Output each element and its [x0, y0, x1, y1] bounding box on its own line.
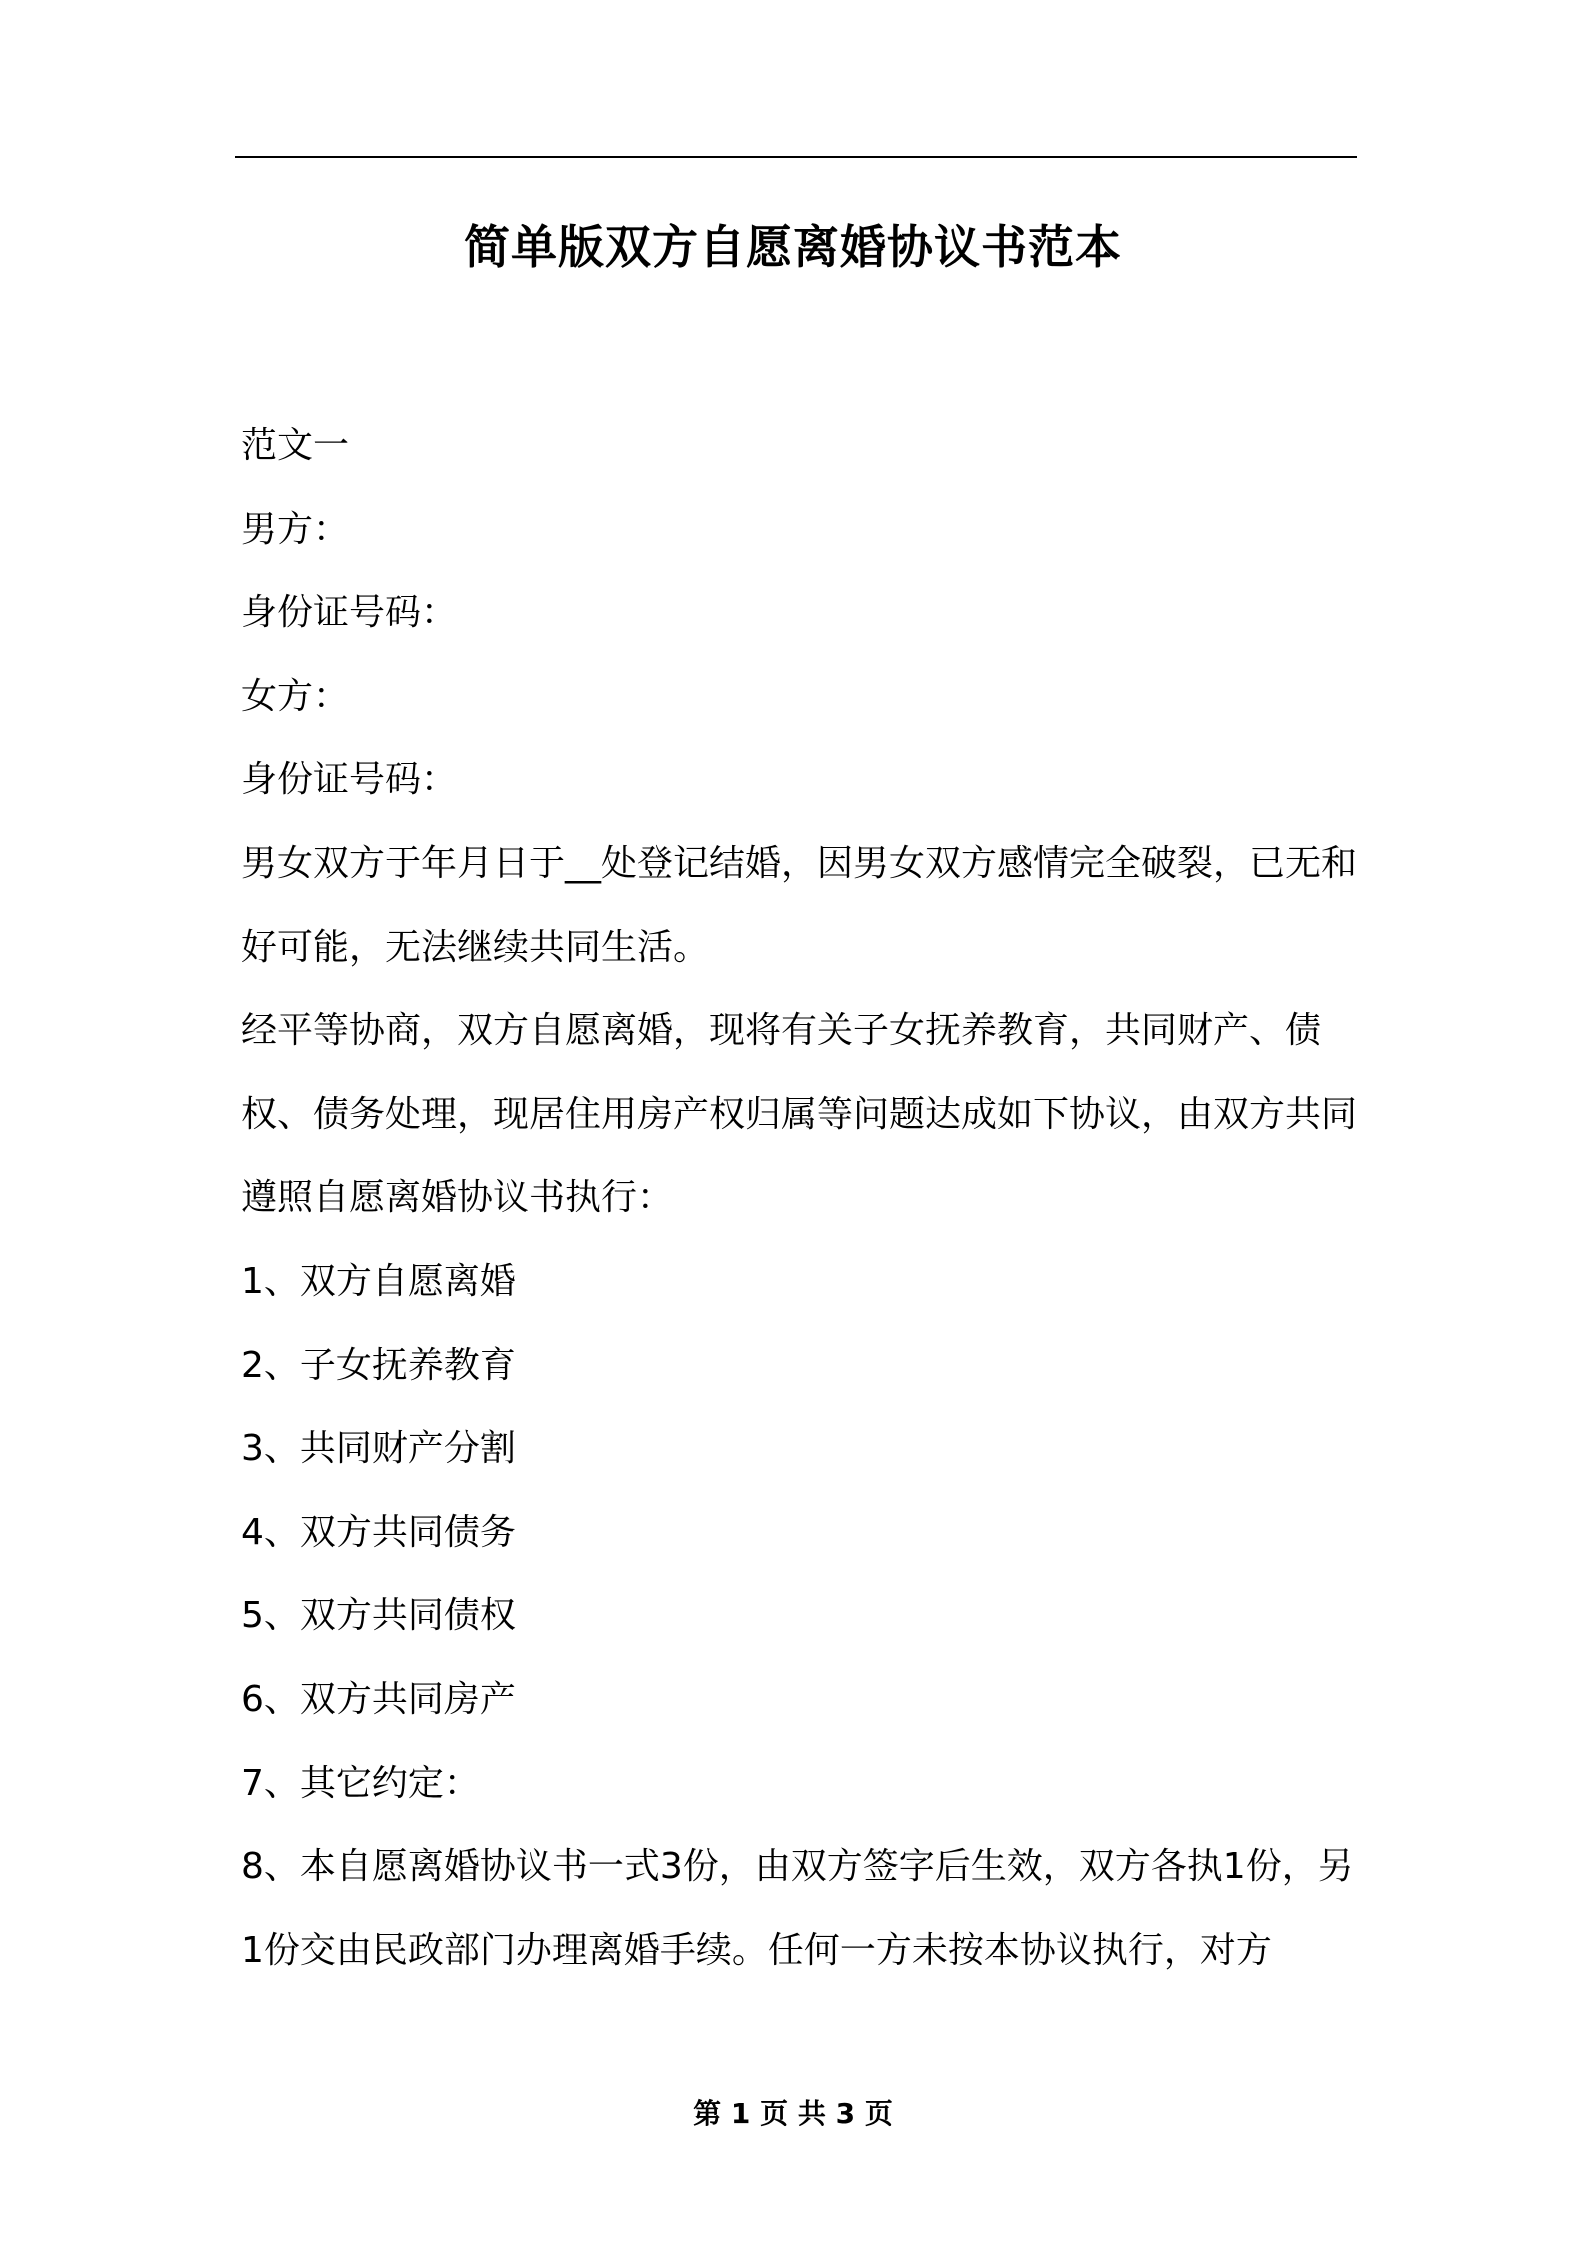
clause-1: 1、双方自愿离婚: [241, 1260, 516, 1302]
clause-8: 8、本自愿离婚协议书一式3份，由双方签字后生效，双方各执1份，另1份交由民政部门办理离婚手续。任何一方未按本协议执行，对方: [241, 1846, 1354, 1971]
male-id-field: 身份证号码：: [241, 592, 458, 634]
clause-6: 6、双方共同房产: [241, 1678, 516, 1720]
clause-3: 3、共同财产分割: [241, 1428, 516, 1470]
clause-7: 7、其它约定：: [241, 1762, 480, 1804]
clause-5: 5、双方共同债权: [241, 1595, 516, 1637]
male-party-field: 男方：: [241, 508, 350, 550]
header-rule: [235, 156, 1357, 158]
document-title: 简单版双方自愿离婚协议书范本: [464, 220, 1122, 274]
female-party-field: 女方：: [241, 675, 350, 717]
page-number: 第 1 页 共 3 页: [693, 2097, 893, 2130]
clause-4: 4、双方共同债务: [241, 1511, 516, 1553]
female-id-field: 身份证号码：: [241, 759, 458, 801]
agreement-preamble: 经平等协商，双方自愿离婚，现将有关子女抚养教育，共同财产、债权、债务处理，现居住用房产权归属等问题达成如下协议，由双方共同遵照自愿离婚协议书执行：: [241, 1010, 1358, 1219]
clause-2: 2、子女抚养教育: [241, 1344, 516, 1386]
document-body: [241, 404, 1357, 1992]
marriage-statement: 男女双方于年月日于__处登记结婚，因男女双方感情完全破裂，已无和好可能，无法继续共同生活。: [241, 842, 1358, 968]
paragraph-heading: 范文一: [241, 425, 350, 466]
